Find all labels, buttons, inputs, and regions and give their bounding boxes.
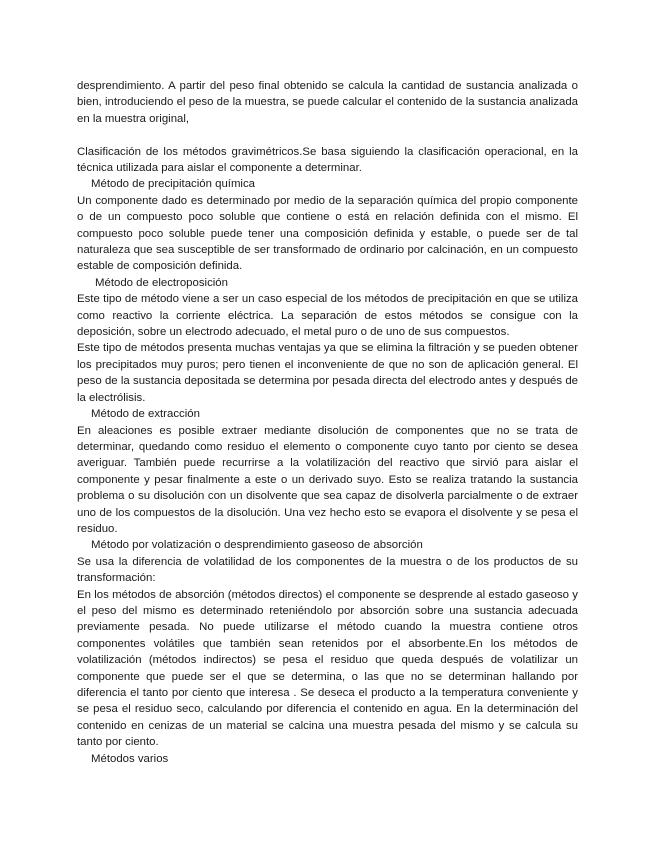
electroposicion-paragraph-2: Este tipo de métodos presenta muchas ventajas ya que se elimina la filtración y se pueden obtener los precipitados muy puros; pero tienen el inconveniente de que no son de aplicación general. El peso de la sustancia depositada se determina por pesada directa del electrodo antes y después de la electrólisis.: [77, 342, 578, 404]
intro-paragraph: desprendimiento. A partir del peso final obtenido se calcula la cantidad de sustancia analizada o bien, introduciendo el peso de la muestra, se puede calcular el contenido de la sustancia analizada en la muestra original,: [77, 80, 578, 125]
heading-volatizacion: Método por volatización o desprendimiento gaseoso de absorción: [91, 539, 423, 552]
electroposicion-paragraph-1: Este tipo de método viene a ser un caso especial de los métodos de precipitación en que se utiliza como reactivo la corriente eléctrica. La separación de estos métodos se consigue con la deposición, sobre un electrodo adecuado, el metal puro o de uno de sus compuestos.: [77, 293, 578, 339]
heading-extraccion: Método de extracción: [91, 408, 200, 421]
precipitacion-paragraph: Un componente dado es determinado por medio de la separación química del propio componente o de un compuesto poco soluble que contiene o está en relación definida con el mismo. El compuesto poco soluble puede tener una composición definida y estable, o puede ser de tal naturaleza que sea susceptible de ser transformado de ordinario por calcinación, en un compuesto estable de composición definida.: [77, 194, 578, 273]
classification-paragraph: Clasificación de los métodos gravimétricos.Se basa siguiendo la clasificación operacional, en la técnica utilizada para aislar el componente a determinar.: [77, 145, 578, 175]
heading-metodos-varios: Métodos varios: [91, 752, 169, 765]
heading-precipitacion: Método de precipitación química: [91, 178, 255, 191]
document-body: [77, 78, 578, 767]
heading-electroposicion: Método de electroposición: [95, 276, 228, 289]
extraccion-paragraph: En aleaciones es posible extraer mediante disolución de componentes que no se trata de determinar, quedando como residuo el elemento o componente cuyo tanto por ciento se desea averiguar. También puede recurrirse a la volatilización del reactivo que sirvió para aislar el componente y pesar finalmente a este o un derivado suyo. Esto se realiza tratando la sustancia problema o su disolución con un disolvente que sea capaz de disolverla parcialmente o de extraer uno de los compuestos de la disolución. Una vez hecho esto se evapora el disolvente y se pesa el residuo.: [77, 424, 578, 535]
volatizacion-paragraph-1: Se usa la diferencia de volatilidad de los componentes de la muestra o de los productos de su transformación:: [77, 555, 578, 585]
volatizacion-paragraph-2: En los métodos de absorción (métodos directos) el componente se desprende al estado gaseoso y el peso del mismo es determinado reteniéndolo por absorción sobre una sustancia adecuada previamente pesada. No puede utilizarse el método cuando la muestra contiene otros componentes volátiles que también sean retenidos por el absorbente.En los métodos de volatilización (métodos indirectos) se pesa el residuo que queda después de volatilizar un componente que puede ser el que se determina, o las que no se determinan hallando por diferencia el tanto por ciento que interesa . Se deseca el producto a la temperatura conveniente y se pesa el residuo seco, calculando por diferencia el contenido en agua. En la determinación del contenido en cenizas de un material se calcina una muestra pesada del mismo y se calcula su tanto por ciento.: [77, 588, 578, 749]
